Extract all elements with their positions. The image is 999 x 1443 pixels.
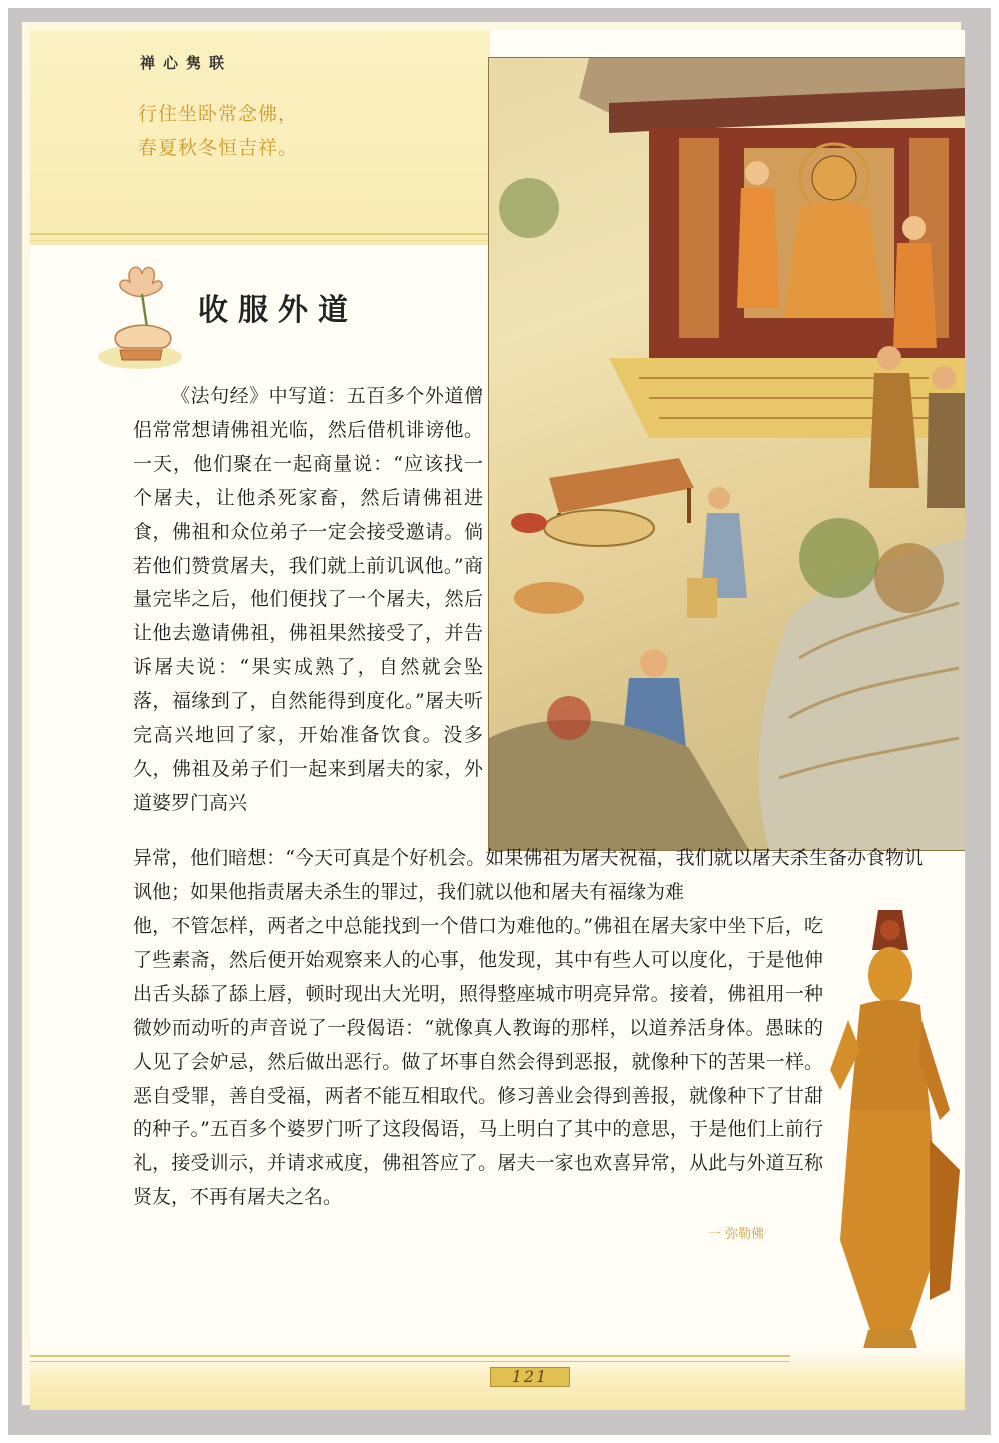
page bbox=[30, 30, 965, 1410]
article-paragraph-part-1: 《法句经》中写道：五百多个外道僧侣常常想请佛祖光临，然后借机诽谤他。一天，他们聚在一起商量说：“应该找一个屠夫，让他杀死家畜，然后请佛祖进食，佛祖和众位弟子一定会接受邀请。倘若他们赞赏屠夫，我们就上前讥讽他。”商量完毕之后，他们便找了一个屠夫，然后让他去邀请佛祖，佛祖果然接受了，并告诉屠夫说：“果实成熟了，自然就会坠落，福缘到了，自然能得到度化。”屠夫听完高兴地回了家，开始准备饮食。没多久，佛祖及弟子们一起来到屠夫的家，外道婆罗门高兴 bbox=[133, 385, 483, 814]
couplet-line-2: 春夏秋冬恒吉祥。 bbox=[138, 137, 299, 159]
series-title: 禅心隽联 bbox=[140, 54, 233, 72]
lotus-hand-icon bbox=[90, 262, 190, 372]
article-paragraph-part-2: 异常，他们暗想：“今天可真是个好机会。如果佛祖为屠夫祝福，我们就以屠夫杀生备办食物讥讽他；如果他指责屠夫杀生的罪过，我们就以他和屠夫有福缘为难 bbox=[133, 847, 923, 903]
header-band bbox=[30, 30, 490, 245]
illustration-painting bbox=[488, 57, 965, 851]
buddha-scene-illustration bbox=[489, 58, 965, 850]
footer-line-top bbox=[30, 1355, 790, 1357]
article-title: 收服外道 bbox=[198, 293, 358, 328]
couplet-line-1: 行住坐卧常念佛， bbox=[138, 103, 299, 125]
statue-caption: 一 弥勒佛 bbox=[708, 1227, 765, 1242]
maitreya-statue-image bbox=[800, 910, 965, 1410]
page-number: 121 bbox=[490, 1367, 570, 1387]
article-paragraph-part-3: 他，不管怎样，两者之中总能找到一个借口为难他的。”佛祖在屠夫家中坐下后，吃了些素斋，然后便开始观察来人的心事，他发现，其中有些人可以度化，于是他伸出舌头舔了舔上唇，顿时现出大光明，照得整座城市明亮异常。接着，佛祖用一种微妙而动听的声音说了一段偈语：“就像真人教诲的那样，以道养活身体。愚昧的人见了会妒忌，然后做出恶行。做了坏事自然会得到恶报，就像种下的苦果一样。恶自受罪，善自受福，两者不能互相取代。修习善业会得到善报，就像种下了甘甜的种子。”五百多个婆罗门听了这段偈语，马上明白了其中的意思，于是他们上前行礼，接受训示，并请求戒度，佛祖答应了。屠夫一家也欢喜异常，从此与外道互称贤友，不再有屠夫之名。 bbox=[133, 915, 823, 1209]
footer-line-bottom bbox=[30, 1361, 790, 1362]
